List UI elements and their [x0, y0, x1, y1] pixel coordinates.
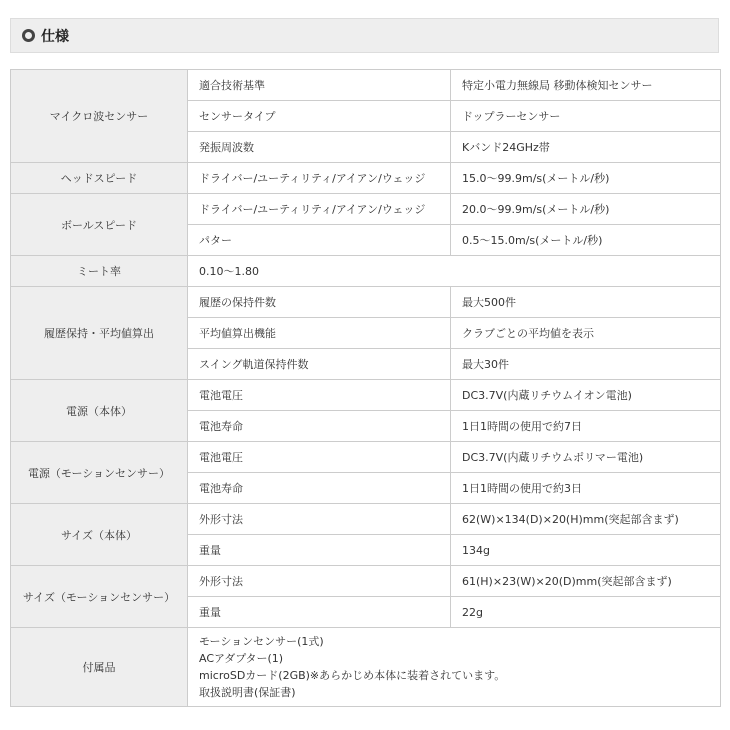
value-cell: ドップラーセンサー: [451, 101, 721, 132]
category-cell: 付属品: [11, 628, 188, 707]
table-row: [11, 163, 721, 194]
label-cell: センサータイプ: [188, 101, 451, 132]
spec-table: [10, 69, 721, 707]
value-cell: 20.0～99.9m/s(メートル/秒): [451, 194, 721, 225]
value-cell: 61(H)×23(W)×20(D)mm(突起部含まず): [451, 566, 721, 597]
accessory-item: microSDカード(2GB)※あらかじめ本体に装着されています。: [199, 669, 506, 682]
value-cell: Kバンド24GHz帯: [451, 132, 721, 163]
label-cell: 重量: [188, 597, 451, 628]
label-cell: 発振周波数: [188, 132, 451, 163]
value-cell: 62(W)×134(D)×20(H)mm(突起部含まず): [451, 504, 721, 535]
value-cell: 1日1時間の使用で約7日: [451, 411, 721, 442]
label-cell: ドライバー/ユーティリティ/アイアン/ウェッジ: [188, 163, 451, 194]
circle-bullet-icon: [22, 29, 35, 42]
category-cell: サイズ（モーションセンサー）: [11, 566, 188, 628]
table-row: [11, 628, 721, 707]
table-row: [11, 287, 721, 318]
value-cell: クラブごとの平均値を表示: [451, 318, 721, 349]
value-cell: 0.5～15.0m/s(メートル/秒): [451, 225, 721, 256]
section-header: [10, 18, 719, 53]
label-cell: 電池電圧: [188, 380, 451, 411]
label-cell: ドライバー/ユーティリティ/アイアン/ウェッジ: [188, 194, 451, 225]
label-cell: パター: [188, 225, 451, 256]
category-cell: 履歴保持・平均値算出: [11, 287, 188, 380]
section-title: 仕様: [41, 28, 69, 45]
value-cell: 15.0～99.9m/s(メートル/秒): [451, 163, 721, 194]
accessory-item: モーションセンサー(1式): [199, 635, 324, 648]
category-cell: 電源（本体）: [11, 380, 188, 442]
value-cell: 134g: [451, 535, 721, 566]
table-row: [11, 256, 721, 287]
label-cell: 外形寸法: [188, 566, 451, 597]
value-cell: 最大30件: [451, 349, 721, 380]
value-cell: DC3.7V(内蔵リチウムイオン電池): [451, 380, 721, 411]
label-cell: 重量: [188, 535, 451, 566]
category-cell: ミート率: [11, 256, 188, 287]
label-cell: スイング軌道保持件数: [188, 349, 451, 380]
category-cell: サイズ（本体）: [11, 504, 188, 566]
label-cell: 電池電圧: [188, 442, 451, 473]
label-cell: 電池寿命: [188, 411, 451, 442]
category-cell: ヘッドスピード: [11, 163, 188, 194]
table-row: [11, 504, 721, 535]
table-row: [11, 70, 721, 101]
table-row: [11, 442, 721, 473]
value-cell: 0.10～1.80: [188, 256, 721, 287]
accessory-item: 取扱説明書(保証書): [199, 686, 296, 699]
table-row: [11, 566, 721, 597]
table-row: [11, 194, 721, 225]
label-cell: 外形寸法: [188, 504, 451, 535]
label-cell: 履歴の保持件数: [188, 287, 451, 318]
accessory-item: ACアダプター(1): [199, 652, 284, 665]
table-row: [11, 380, 721, 411]
category-cell: ボールスピード: [11, 194, 188, 256]
value-cell: 特定小電力無線局 移動体検知センサー: [451, 70, 721, 101]
value-cell: DC3.7V(内蔵リチウムポリマー電池): [451, 442, 721, 473]
category-cell: マイクロ波センサー: [11, 70, 188, 163]
value-cell: 22g: [451, 597, 721, 628]
value-cell: 最大500件: [451, 287, 721, 318]
label-cell: 適合技術基準: [188, 70, 451, 101]
label-cell: 電池寿命: [188, 473, 451, 504]
label-cell: 平均値算出機能: [188, 318, 451, 349]
value-cell: 1日1時間の使用で約3日: [451, 473, 721, 504]
accessories-list: [188, 628, 721, 707]
category-cell: 電源（モーションセンサー）: [11, 442, 188, 504]
